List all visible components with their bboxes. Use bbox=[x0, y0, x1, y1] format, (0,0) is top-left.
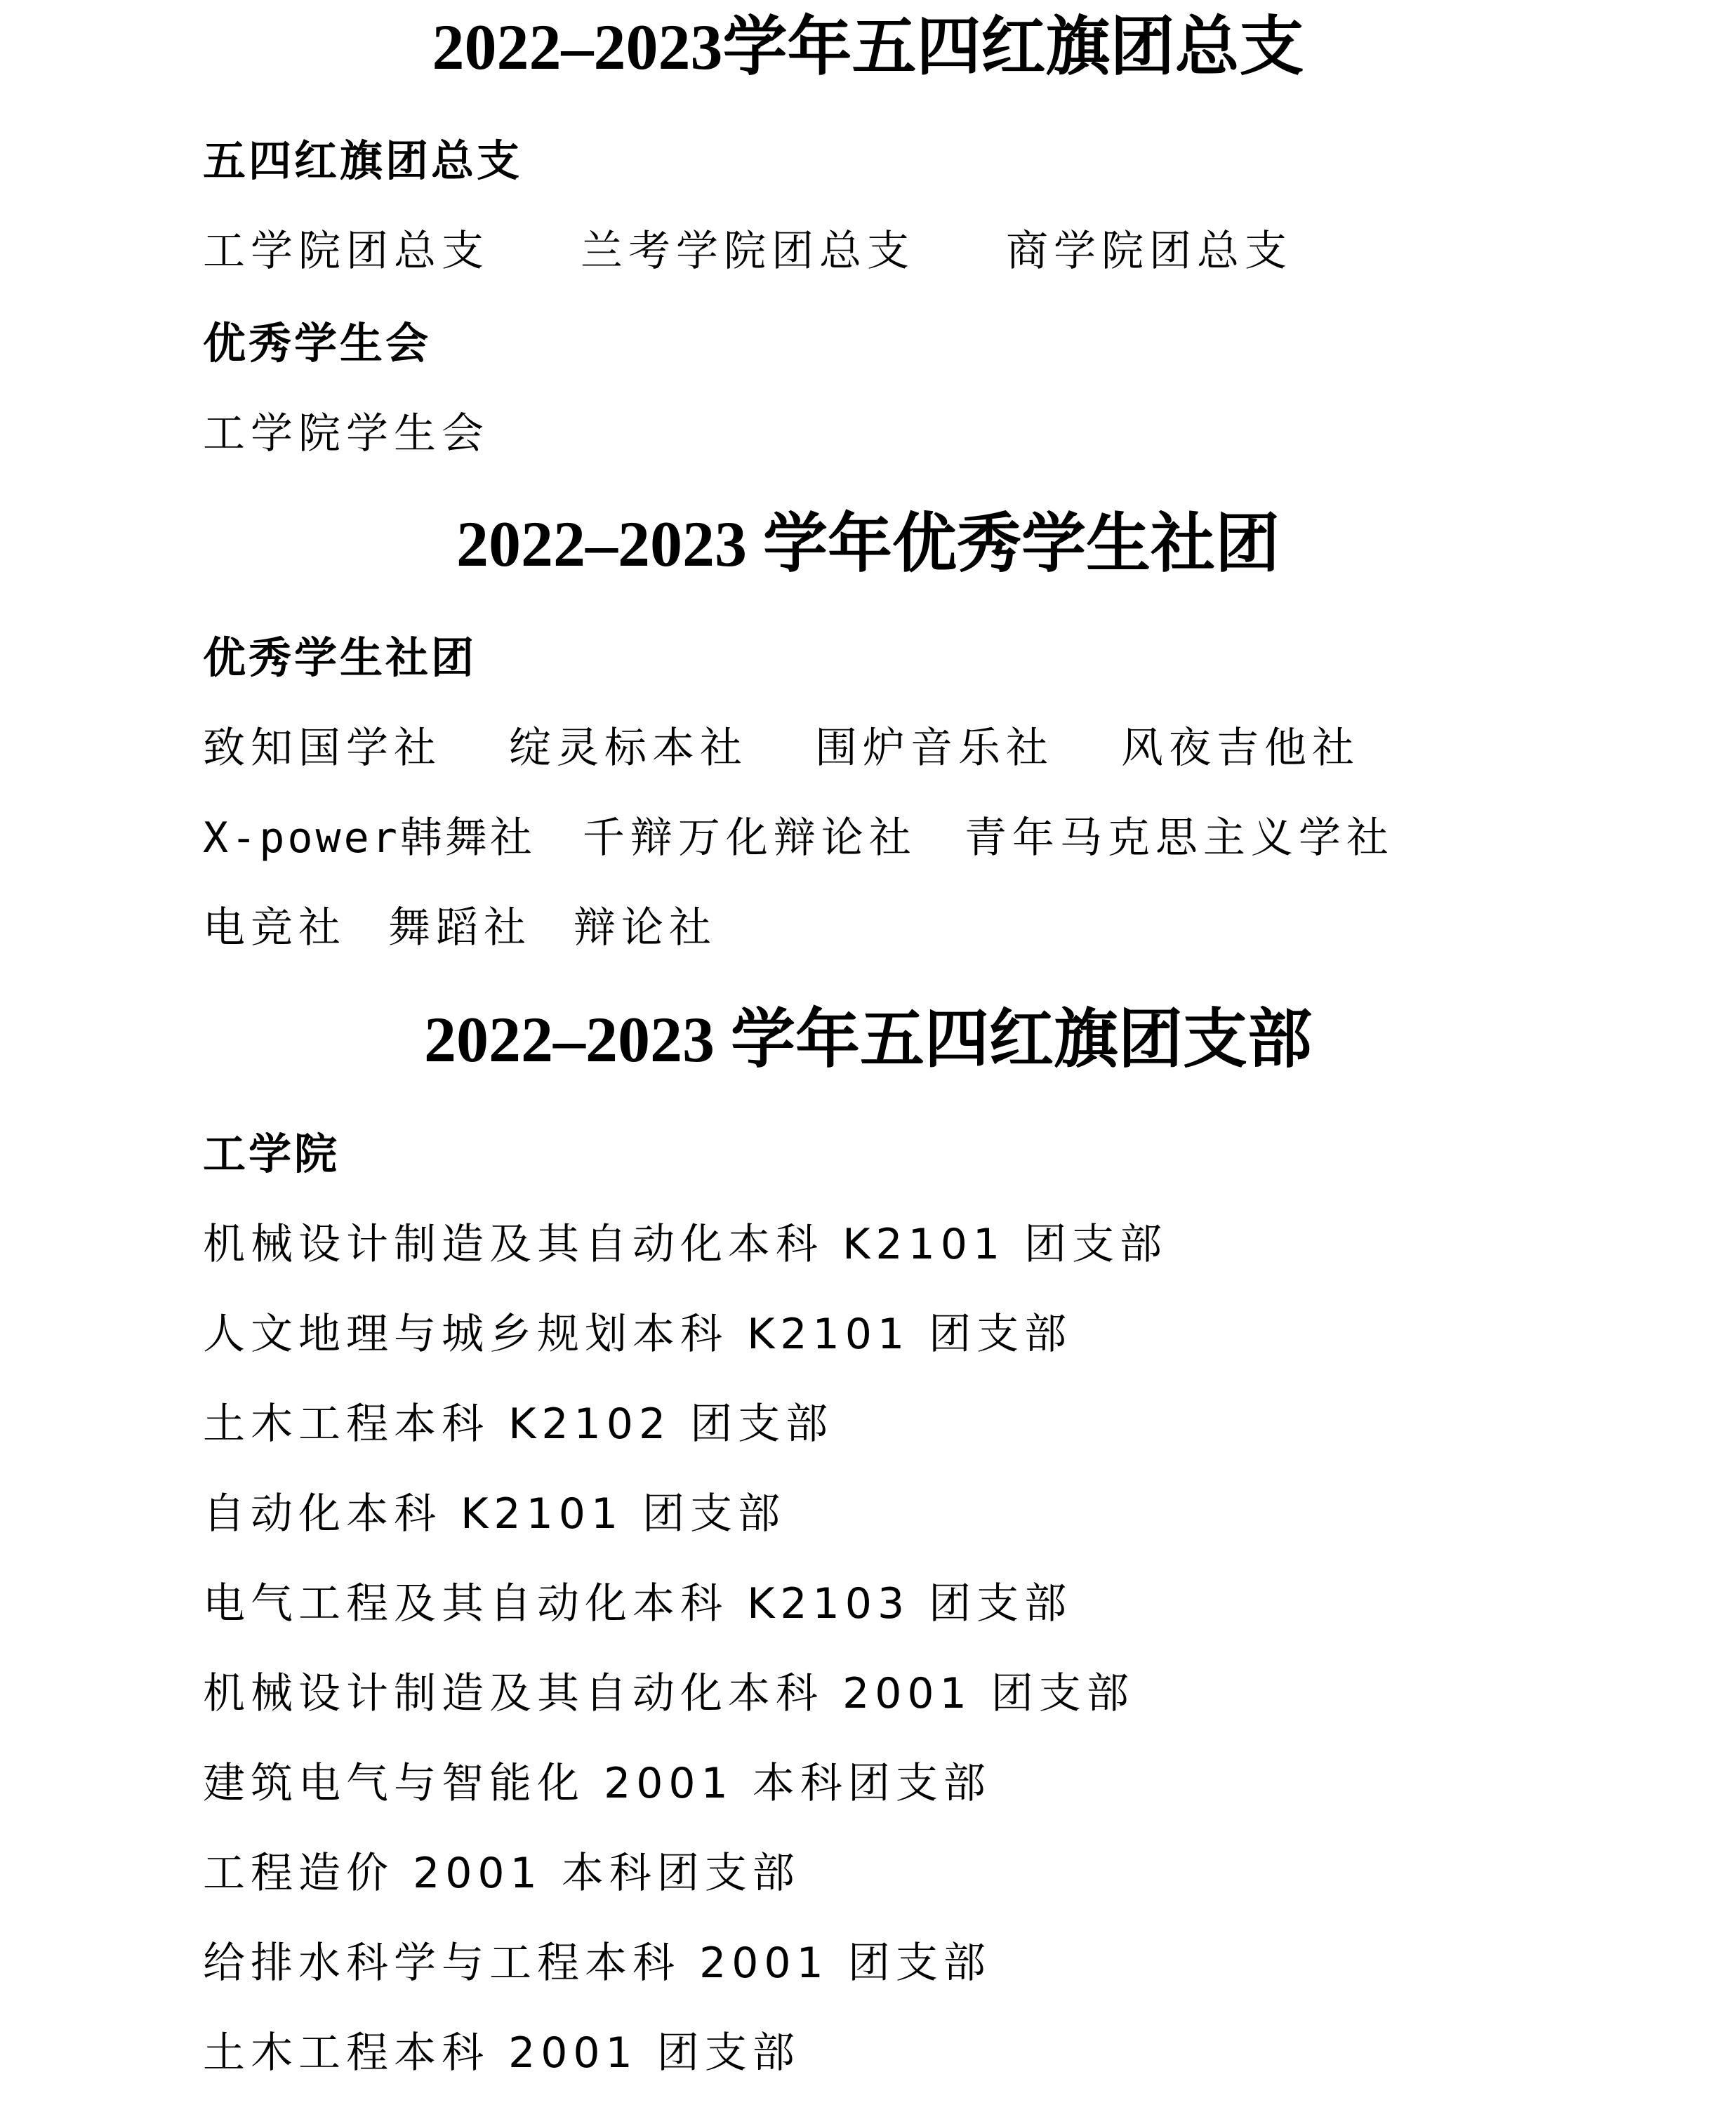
list-item: 青年马克思主义学社 bbox=[964, 813, 1394, 863]
league-branch-item: 给排水科学与工程本科 2001 团支部 bbox=[203, 1939, 991, 1988]
clubs-row-3 bbox=[203, 900, 717, 956]
league-branch-item: 土木工程本科 2001 团支部 bbox=[203, 2028, 800, 2078]
league-branch-item: 机械设计制造及其自动化本科 K2101 团支部 bbox=[203, 1220, 1168, 1269]
list-item: 商学院团总支 bbox=[1006, 227, 1292, 276]
league-branch-item: 电气工程及其自动化本科 K2103 团支部 bbox=[203, 1579, 1073, 1628]
league-branch-item: 建筑电气与智能化 2001 本科团支部 bbox=[203, 1759, 991, 1808]
heading-excellent-student-clubs: 优秀学生社团 bbox=[203, 633, 477, 683]
list-item: 千辩万化辩论社 bbox=[582, 813, 917, 863]
list-item: 风夜吉他社 bbox=[1121, 724, 1360, 773]
list-item: 工学院团总支 bbox=[203, 227, 489, 276]
section-title-red-flag-league-branch: 2022–2023学年五四红旗团总支 bbox=[432, 11, 1304, 83]
list-item: 电竞社 bbox=[203, 903, 346, 952]
list-item: 兰考学院团总支 bbox=[581, 227, 915, 276]
list-item: 辩论社 bbox=[574, 903, 717, 952]
list-item: 致知国学社 bbox=[203, 724, 442, 773]
league-branch-item: 工程造价 2001 本科团支部 bbox=[203, 1849, 800, 1898]
list-item: 工学院学生会 bbox=[203, 409, 489, 458]
league-branch-item: 土木工程本科 K2102 团支部 bbox=[203, 1400, 834, 1449]
clubs-row-2 bbox=[203, 810, 1394, 866]
section-title-excellent-student-clubs: 2022–2023 学年优秀学生社团 bbox=[456, 508, 1280, 580]
red-flag-league-branch-list bbox=[203, 223, 1292, 279]
league-branch-item: 自动化本科 K2101 团支部 bbox=[203, 1489, 786, 1539]
list-item: 围炉音乐社 bbox=[815, 724, 1054, 773]
heading-excellent-student-union: 优秀学生会 bbox=[203, 319, 432, 368]
excellent-student-union-list bbox=[203, 406, 489, 462]
heading-school-of-engineering: 工学院 bbox=[203, 1129, 340, 1179]
section-title-red-flag-league-branches: 2022–2023 学年五四红旗团支部 bbox=[423, 1004, 1312, 1075]
clubs-row-1 bbox=[203, 720, 1360, 776]
list-item: 绽灵标本社 bbox=[509, 724, 748, 773]
list-item: 舞蹈社 bbox=[388, 903, 531, 952]
list-item: X-power韩舞社 bbox=[203, 813, 535, 863]
league-branch-item: 机械设计制造及其自动化本科 2001 团支部 bbox=[203, 1669, 1134, 1718]
league-branch-item: 人文地理与城乡规划本科 K2101 团支部 bbox=[203, 1310, 1073, 1359]
heading-red-flag-league-branch: 五四红旗团总支 bbox=[203, 136, 523, 186]
